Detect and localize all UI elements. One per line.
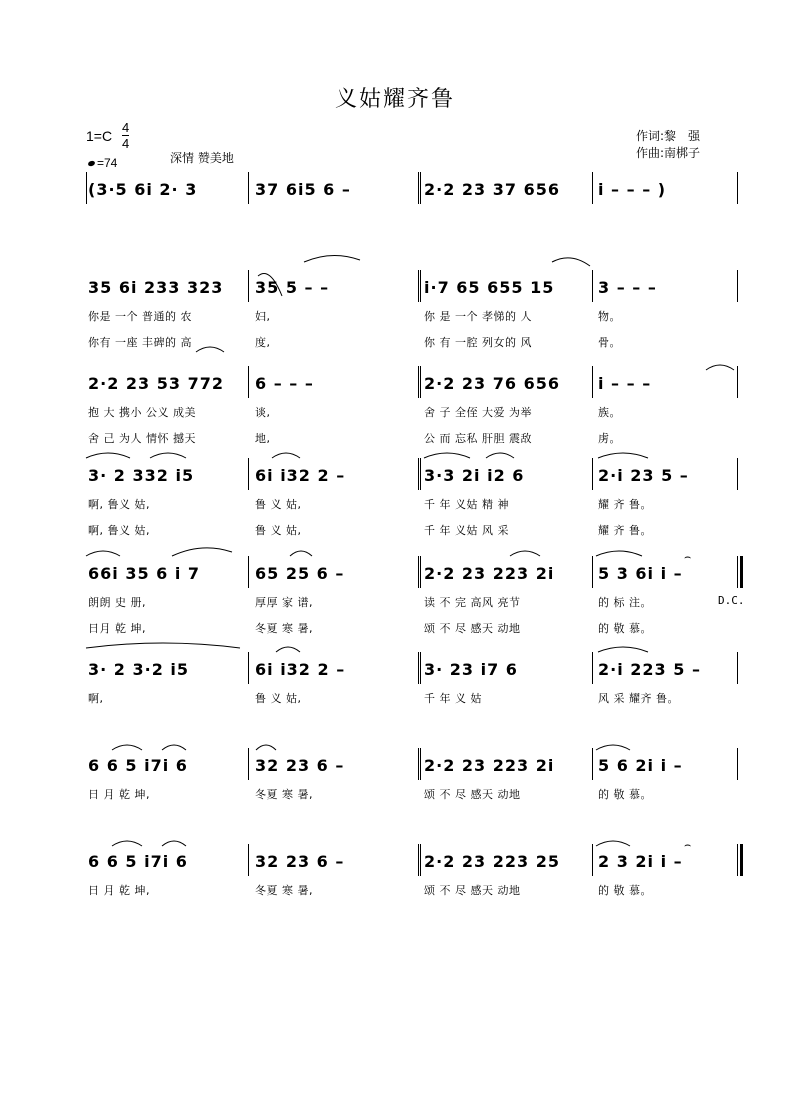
bar-line [592, 270, 593, 302]
bar-line [737, 270, 738, 302]
notes-line [0, 852, 790, 876]
slur-mark [598, 453, 648, 458]
notes-line [0, 278, 790, 302]
time-signature-bottom: 4 [122, 136, 130, 151]
bar-line [737, 458, 738, 490]
final-bar-line [740, 844, 743, 876]
tempo-marking [88, 156, 117, 170]
bar-line [420, 844, 421, 876]
bar-line [248, 270, 249, 302]
notes-line [0, 180, 790, 204]
lyric-segment: 颂 不 尽 感天 动地 [424, 788, 521, 801]
slur-mark [290, 551, 312, 556]
bar-line [737, 172, 738, 204]
measure-notes: 37 6i5 6 – [255, 180, 351, 199]
measure-notes: i – – – [598, 374, 652, 393]
final-bar-line [740, 556, 743, 588]
fermata-icon: ⌢ [684, 838, 692, 851]
lyric-segment: 舍 子 全侄 大爱 为举 [424, 406, 532, 419]
bar-line [248, 748, 249, 780]
measure-notes: 2·2 23 76 656 [424, 374, 560, 393]
measure-notes: 35 6i 233 323 [88, 278, 224, 297]
measure-notes: 3 – – – [598, 278, 657, 297]
lyric-segment: 啊, 鲁义 姑, [88, 498, 150, 511]
bar-line [248, 556, 249, 588]
measure-notes: 2·2 23 223 2i [424, 756, 555, 775]
lyric-segment: 颂 不 尽 感天 动地 [424, 884, 521, 897]
measure-notes: 65 25 6 – [255, 564, 345, 583]
slur-mark [86, 643, 240, 648]
credits [636, 128, 700, 162]
bar-line [420, 556, 421, 588]
measure-notes: i – – – ) [598, 180, 667, 199]
bar-line [737, 844, 738, 876]
song-title: 义姑耀齐鲁 [334, 87, 455, 112]
lyrics-verse-2 [0, 620, 790, 636]
bar-line [248, 366, 249, 398]
lyric-segment: 冬夏 寒 暑, [255, 884, 313, 897]
lyric-segment: 公 而 忘私 肝胆 震敌 [424, 432, 532, 445]
measure-notes: 5 6 2i i – [598, 756, 683, 775]
lyric-segment: 骨。 [598, 336, 621, 349]
measure-notes: 32 23 6 – [255, 756, 345, 775]
lyric-segment: 度, [255, 336, 271, 349]
lyric-segment: 千 年 义 姑 [424, 692, 482, 705]
lyric-segment: 鲁 义 姑, [255, 498, 302, 511]
lyric-segment: 舍 己 为人 情怀 撼天 [88, 432, 196, 445]
measure-notes: 35 5 – – [255, 278, 330, 297]
lyric-segment: 耀 齐 鲁。 [598, 524, 652, 537]
slur-mark [304, 255, 360, 262]
measure-notes: 3·3 2i i2 6 [424, 466, 525, 485]
lyrics-verse-1 [0, 882, 790, 898]
bar-line [418, 652, 419, 684]
lyric-segment: 的 标 注。 [598, 596, 652, 609]
bar-line [420, 748, 421, 780]
lyric-segment: 日月 乾 坤, [88, 622, 146, 635]
bar-line [418, 270, 419, 302]
slur-mark [706, 365, 734, 370]
lyric-segment: 鲁 义 姑, [255, 692, 302, 705]
time-signature-top: 4 [122, 120, 130, 135]
slur-mark [112, 745, 142, 750]
measure-notes: 2·2 23 53 772 [88, 374, 224, 393]
lyrics-verse-2 [0, 522, 790, 538]
bar-line [86, 172, 87, 204]
lyric-segment: 冬夏 寒 暑, [255, 622, 313, 635]
lyric-segment: 妇, [255, 310, 271, 323]
tempo-value: =74 [97, 156, 118, 170]
lyric-segment: 你 有 一腔 列女的 风 [424, 336, 532, 349]
measure-notes: (3·5 6i 2· 3 [88, 180, 198, 199]
notes-line [0, 756, 790, 780]
bar-line [248, 844, 249, 876]
lyric-segment: 抱 大 携小 公义 成美 [88, 406, 196, 419]
slur-mark [86, 453, 130, 458]
slur-mark [596, 841, 630, 846]
slur-mark [510, 551, 540, 556]
lyrics-verse-2 [0, 430, 790, 446]
slur-mark [596, 745, 630, 750]
lyric-segment: 你 是 一个 孝悌的 人 [424, 310, 532, 323]
notes-line [0, 564, 790, 588]
measure-notes: 6 6 5 i7i 6 [88, 852, 188, 871]
bar-line [592, 556, 593, 588]
lyric-segment: 你有 一座 丰碑的 高 [88, 336, 192, 349]
slur-mark [162, 745, 186, 750]
composer: 作曲:南梆子 [636, 146, 701, 160]
bar-line [737, 366, 738, 398]
measure-notes: 6 – – – [255, 374, 314, 393]
measure-notes: 3· 23 i7 6 [424, 660, 518, 679]
measure-notes: 6 6 5 i7i 6 [88, 756, 188, 775]
lyric-segment: 读 不 完 高风 亮节 [424, 596, 521, 609]
expression-marking: 深情 赞美地 [170, 151, 234, 165]
fermata-icon: ⌢ [684, 550, 692, 563]
bar-line [592, 366, 593, 398]
lyric-segment: 谈, [255, 406, 271, 419]
key-signature: 1=C [86, 128, 113, 144]
bar-line [248, 458, 249, 490]
lyric-segment: 日 月 乾 坤, [88, 884, 150, 897]
bar-line [248, 652, 249, 684]
bar-line [737, 748, 738, 780]
bar-line [737, 652, 738, 684]
lyric-segment: 你是 一个 普通的 农 [88, 310, 192, 323]
bar-line [420, 366, 421, 398]
bar-line [420, 172, 421, 204]
measure-notes: 6i i32 2 – [255, 466, 346, 485]
lyric-segment: 耀 齐 鲁。 [598, 498, 652, 511]
measure-notes: 6i i32 2 – [255, 660, 346, 679]
measure-notes: 2·i 23 5 – [598, 466, 689, 485]
lyric-segment: 的 敬 慕。 [598, 622, 652, 635]
slur-mark [256, 745, 276, 750]
lyric-segment: 族。 [598, 406, 621, 419]
bar-line [420, 458, 421, 490]
lyric-segment: 千 年 义姑 精 神 [424, 498, 509, 511]
lyrics-verse-1 [0, 496, 790, 512]
bar-line [418, 458, 419, 490]
measure-notes: 2 3 2i i – [598, 852, 683, 871]
bar-line [420, 270, 421, 302]
bar-line [418, 172, 419, 204]
bar-line [418, 556, 419, 588]
measure-notes: 66i 35 6 i 7 [88, 564, 201, 583]
lyric-segment: 的 敬 慕。 [598, 788, 652, 801]
slur-mark [86, 551, 120, 556]
bar-line [592, 652, 593, 684]
measure-notes: 2·2 23 37 656 [424, 180, 560, 199]
bar-line [737, 556, 738, 588]
notes-line [0, 466, 790, 490]
slur-mark [552, 258, 590, 266]
lyric-segment: 地, [255, 432, 271, 445]
notes-line [0, 660, 790, 684]
bar-line [418, 844, 419, 876]
slur-mark [596, 551, 642, 556]
slur-mark [424, 453, 470, 458]
measure-notes: 3· 2 332 i5 [88, 466, 195, 485]
lyricist: 作词:黎 强 [636, 129, 701, 143]
lyric-segment: 厚厚 家 谱, [255, 596, 313, 609]
bar-line [248, 172, 249, 204]
lyric-segment: 千 年 义姑 风 采 [424, 524, 509, 537]
lyrics-verse-1 [0, 404, 790, 420]
slur-mark [150, 453, 186, 458]
slur-mark [598, 647, 648, 652]
slur-mark [112, 841, 142, 846]
bar-line [418, 748, 419, 780]
lyric-segment: 冬夏 寒 暑, [255, 788, 313, 801]
bar-line [592, 844, 593, 876]
slur-mark [162, 841, 186, 846]
bar-line [592, 458, 593, 490]
lyrics-verse-1 [0, 308, 790, 324]
measure-notes: 2·2 23 223 2i [424, 564, 555, 583]
lyric-segment: 颂 不 尽 感天 动地 [424, 622, 521, 635]
quarter-note-icon [87, 160, 95, 167]
lyric-segment: 物。 [598, 310, 621, 323]
bar-line [592, 748, 593, 780]
lyric-segment: 朗朗 史 册, [88, 596, 146, 609]
lyrics-verse-1 [0, 690, 790, 706]
lyric-segment: 虏。 [598, 432, 621, 445]
slur-mark [172, 548, 232, 556]
lyrics-verse-1 [0, 594, 790, 610]
measure-notes: 2·2 23 223 25 [424, 852, 560, 871]
measure-notes: i·7 65 655 15 [424, 278, 555, 297]
slur-mark [272, 453, 300, 458]
bar-line [592, 172, 593, 204]
slur-mark [486, 453, 514, 458]
lyric-segment: 啊, 鲁义 姑, [88, 524, 150, 537]
time-signature [122, 120, 129, 151]
measure-notes: 3· 2 3·2 i5 [88, 660, 190, 679]
measure-notes: 32 23 6 – [255, 852, 345, 871]
lyric-segment: 日 月 乾 坤, [88, 788, 150, 801]
measure-notes: 5 3 6i i – [598, 564, 683, 583]
bar-line [420, 652, 421, 684]
da-capo-marking: D.C. [718, 594, 745, 607]
slur-mark [276, 647, 300, 652]
notes-line [0, 374, 790, 398]
bar-line [418, 366, 419, 398]
measure-notes: 2·i 223 5 – [598, 660, 701, 679]
lyrics-verse-2 [0, 334, 790, 350]
lyric-segment: 风 采 耀齐 鲁。 [598, 692, 679, 705]
lyric-segment: 的 敬 慕。 [598, 884, 652, 897]
lyrics-verse-1 [0, 786, 790, 802]
lyric-segment: 啊, [88, 692, 104, 705]
lyric-segment: 鲁 义 姑, [255, 524, 302, 537]
